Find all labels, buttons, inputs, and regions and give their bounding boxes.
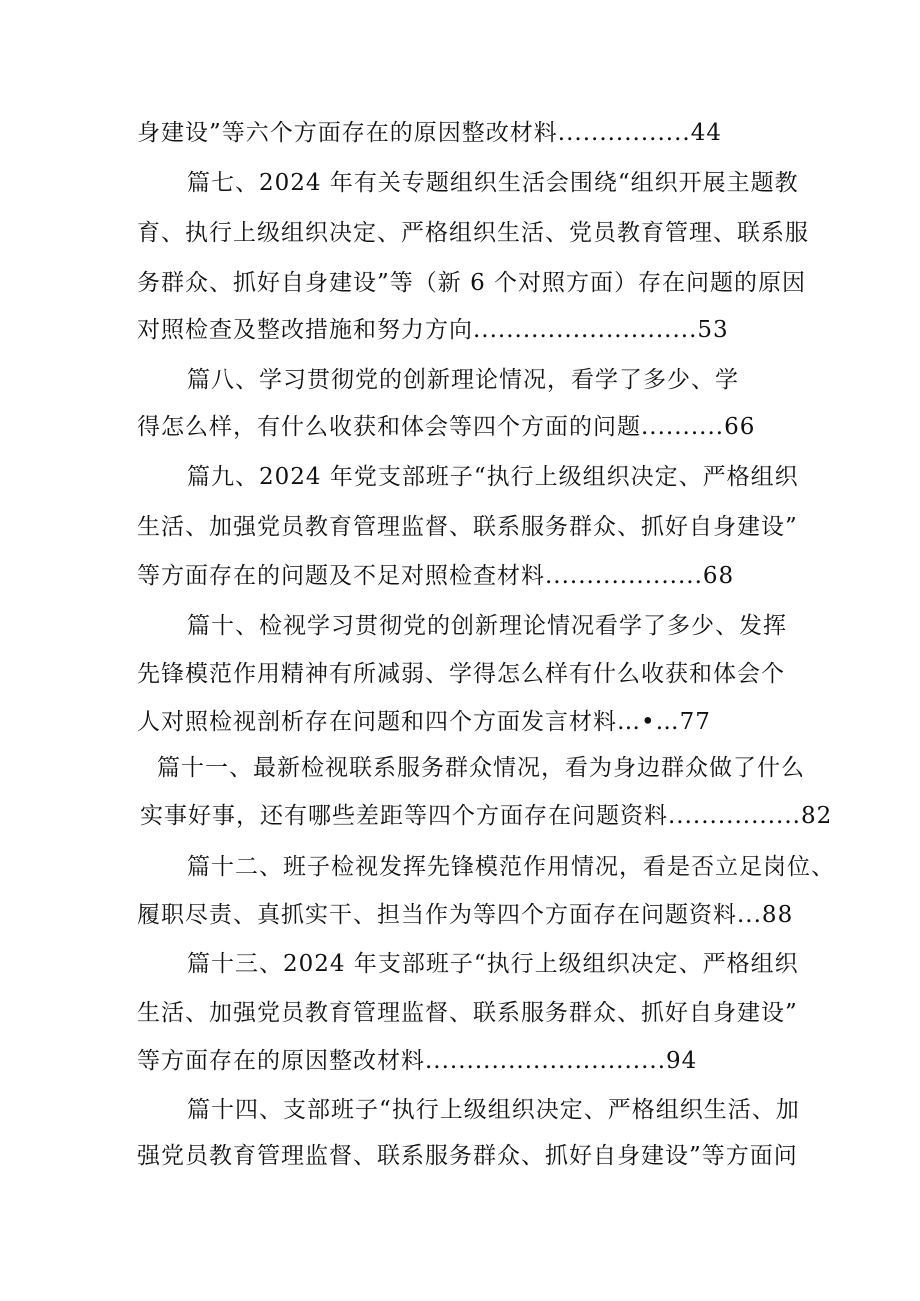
toc-line: 育、执行上级组织决定、严格组织生活、党员教育管理、联系服 [137, 220, 809, 246]
toc-line: 篇九、2024 年党支部班子“执行上级组织决定、严格组织 [187, 464, 799, 490]
toc-line: 得怎么样，有什么收获和体会等四个方面的问题..........66 [137, 414, 756, 440]
toc-line: 实事好事，还有哪些差距等四个方面存在问题资料................82 [140, 803, 833, 829]
toc-line: 强党员教育管理监督、联系服务群众、抓好自身建设”等方面问 [137, 1143, 798, 1169]
toc-line: 人对照检视剖析存在问题和四个方面发言材料…•…77 [137, 709, 711, 735]
toc-line: 篇十二、班子检视发挥先锋模范作用情况，看是否立足岗位、 [187, 854, 835, 880]
toc-line: 篇十三、2024 年支部班子“执行上级组织决定、严格组织 [187, 951, 799, 977]
toc-line: 先锋模范作用精神有所减弱、学得怎么样有什么收获和体会个 [137, 661, 785, 687]
toc-line: 篇十一、最新检视联系服务群众情况，看为身边群众做了什么 [157, 755, 805, 781]
toc-line: 篇十四、支部班子“执行上级组织决定、严格组织生活、加 [187, 1097, 800, 1123]
toc-line: 等方面存在的问题及不足对照检查材料...................68 [137, 563, 735, 589]
toc-line: 生活、加强党员教育管理监督、联系服务群众、抓好自身建设” [137, 514, 798, 540]
toc-line: 篇七、2024 年有关专题组织生活会围绕“组织开展主题教 [187, 170, 799, 196]
toc-line: 身建设”等六个方面存在的原因整改材料................44 [137, 120, 723, 146]
toc-line: 篇十、检视学习贯彻党的创新理论情况看学了多少、发挥 [187, 613, 787, 639]
toc-line: 履职尽责、真抓实干、担当作为等四个方面存在问题资料...88 [137, 902, 794, 928]
toc-line: 生活、加强党员教育管理监督、联系服务群众、抓好自身建设” [137, 1000, 798, 1026]
toc-line: 篇八、学习贯彻党的创新理论情况，看学了多少、学 [187, 367, 739, 393]
toc-line: 务群众、抓好自身建设”等（新 6 个对照方面）存在问题的原因 [137, 270, 807, 296]
toc-line: 对照检查及整改措施和努力方向...........................53 [137, 317, 729, 343]
toc-line: 等方面存在的原因整改材料.............................94 [137, 1048, 698, 1074]
